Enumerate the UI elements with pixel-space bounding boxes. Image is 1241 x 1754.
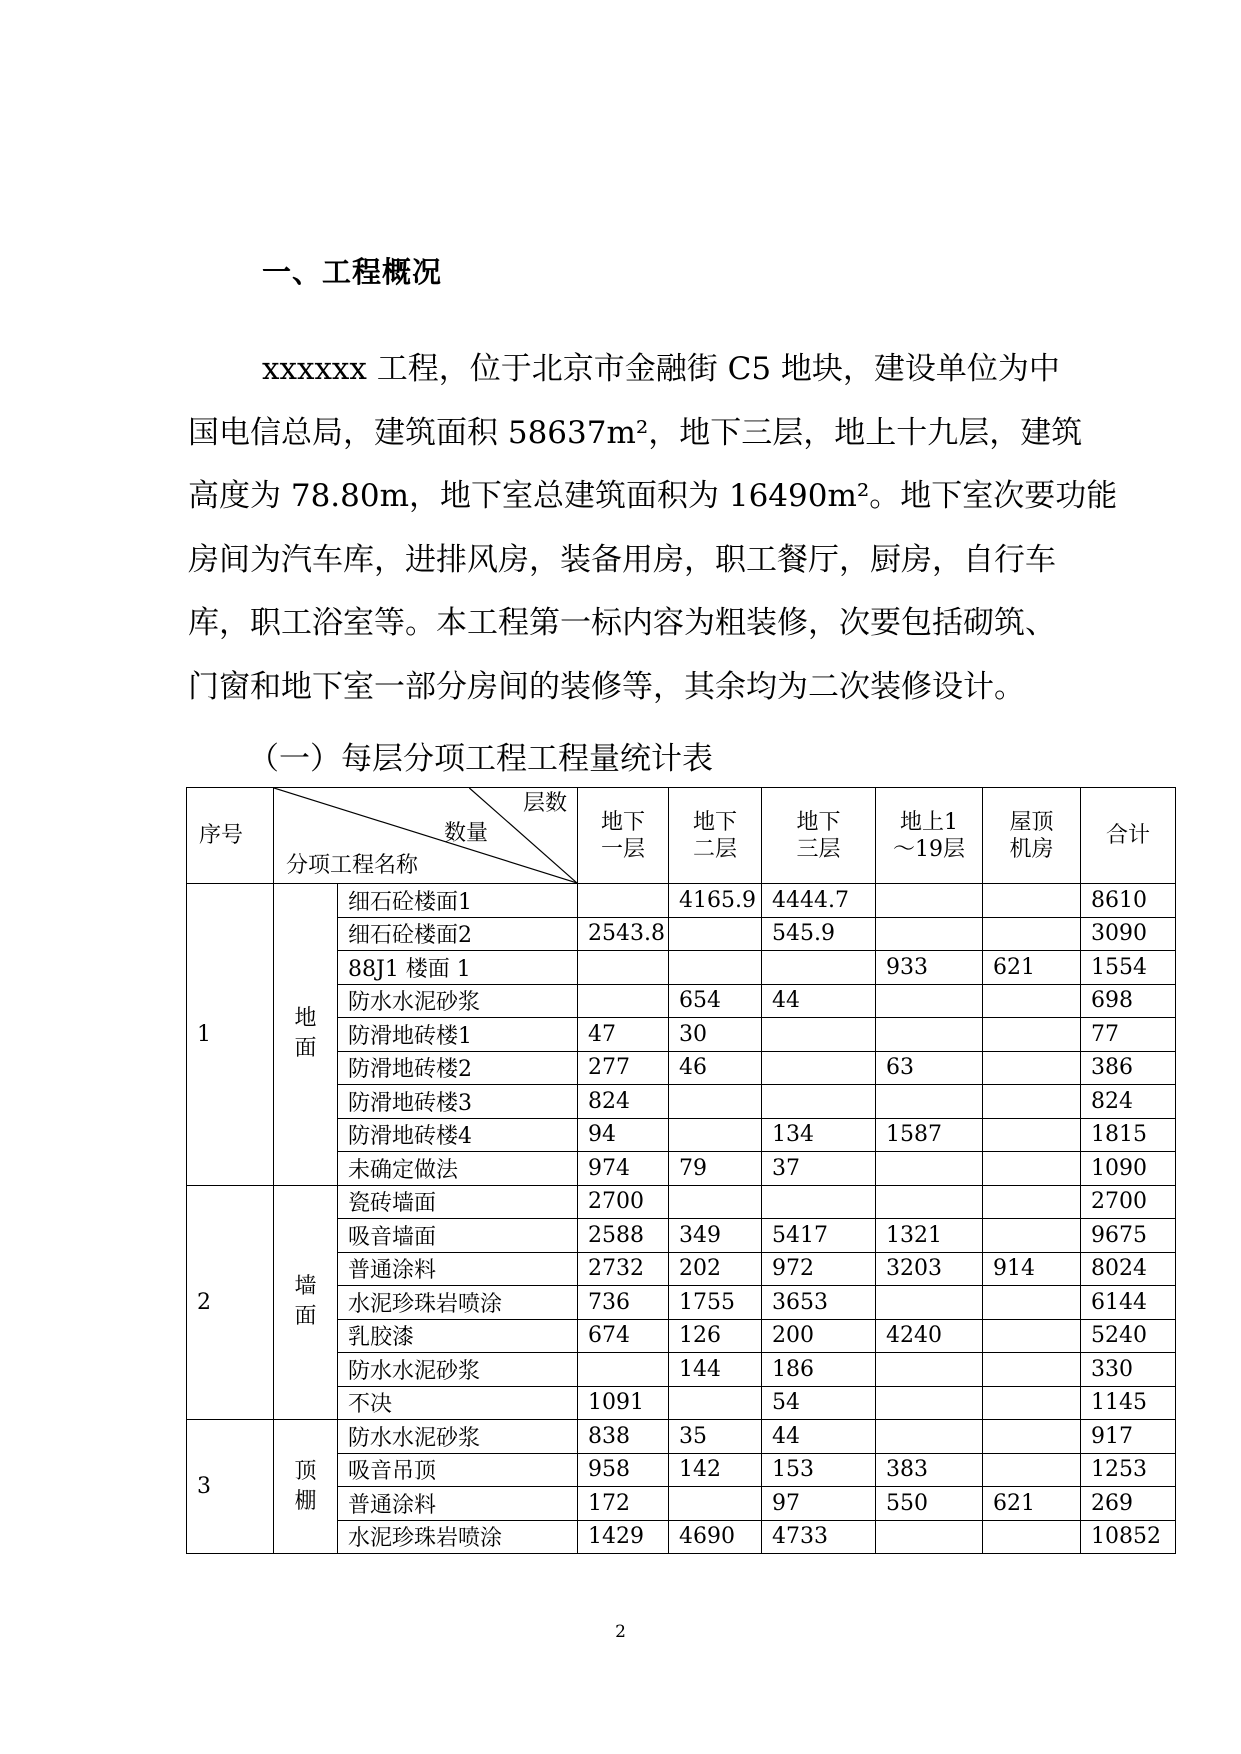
item-name: 防滑地砖楼2 <box>338 1051 578 1085</box>
cell-total: 386 <box>1081 1051 1176 1085</box>
cell-b1 <box>578 1353 669 1387</box>
group-seq: 1 <box>187 884 274 1186</box>
cell-b3: 200 <box>762 1319 876 1353</box>
cell-roof <box>983 1219 1081 1253</box>
cell-b3: 972 <box>762 1252 876 1286</box>
cell-roof <box>983 984 1081 1018</box>
cell-above: 3203 <box>876 1252 983 1286</box>
cell-above <box>876 1152 983 1186</box>
cell-b3: 37 <box>762 1152 876 1186</box>
item-name: 未确定做法 <box>338 1152 578 1186</box>
group-category <box>274 884 338 1186</box>
cell-b2 <box>669 1118 762 1152</box>
paragraph-line: 库，职工浴室等。本工程第一标内容为粗装修，次要包括砌筑、 <box>188 605 1056 641</box>
table-row <box>187 1420 1176 1454</box>
cell-above <box>876 1420 983 1454</box>
item-name: 瓷砖墙面 <box>338 1185 578 1219</box>
cell-b2 <box>669 1386 762 1420</box>
page-number: 2 <box>615 1622 626 1642</box>
cell-roof <box>983 1353 1081 1387</box>
cell-b3 <box>762 1085 876 1119</box>
header-seq: 序号 <box>187 788 274 884</box>
cell-b1: 172 <box>578 1487 669 1521</box>
group-category <box>274 1185 338 1420</box>
paragraph-line: 高度为 78.80m，地下室总建筑面积为 16490m²。地下室次要功能 <box>188 478 1118 514</box>
item-name: 水泥珍珠岩喷涂 <box>338 1520 578 1554</box>
cell-b1: 277 <box>578 1051 669 1085</box>
cell-b1 <box>578 884 669 918</box>
header-above-label: 地上1～19层 <box>893 809 965 862</box>
cell-b2: 142 <box>669 1453 762 1487</box>
cell-b3: 4733 <box>762 1520 876 1554</box>
cell-b1 <box>578 951 669 985</box>
cell-b1: 1429 <box>578 1520 669 1554</box>
group-category <box>274 1420 338 1554</box>
header-total: 合计 <box>1081 788 1176 884</box>
cell-b3 <box>762 1018 876 1052</box>
header-roof <box>983 788 1081 884</box>
header-b2 <box>669 788 762 884</box>
header-b2-label: 地下二层 <box>692 809 737 862</box>
item-name: 防滑地砖楼3 <box>338 1085 578 1119</box>
cell-total: 9675 <box>1081 1219 1176 1253</box>
cell-b3: 97 <box>762 1487 876 1521</box>
item-name: 水泥珍珠岩喷涂 <box>338 1286 578 1320</box>
item-name: 防滑地砖楼1 <box>338 1018 578 1052</box>
header-roof-label: 屋顶机房 <box>1009 809 1054 862</box>
cell-b1: 958 <box>578 1453 669 1487</box>
cell-b1: 2588 <box>578 1219 669 1253</box>
cell-b1: 1091 <box>578 1386 669 1420</box>
header-diag-qty: 数量 <box>444 821 489 846</box>
item-name: 防水水泥砂浆 <box>338 984 578 1018</box>
header-b3 <box>762 788 876 884</box>
cell-above <box>876 1085 983 1119</box>
item-name: 普通涂料 <box>338 1487 578 1521</box>
cell-b1: 736 <box>578 1286 669 1320</box>
cell-b3: 545.9 <box>762 917 876 951</box>
cell-roof: 621 <box>983 951 1081 985</box>
item-name: 普通涂料 <box>338 1252 578 1286</box>
cell-b2: 4690 <box>669 1520 762 1554</box>
item-name: 细石砼楼面2 <box>338 917 578 951</box>
cell-b3 <box>762 951 876 985</box>
cell-total: 3090 <box>1081 917 1176 951</box>
cell-b2 <box>669 1085 762 1119</box>
cell-roof <box>983 1118 1081 1152</box>
cell-b2: 35 <box>669 1420 762 1454</box>
cell-roof <box>983 1152 1081 1186</box>
cell-total: 330 <box>1081 1353 1176 1387</box>
cell-b2: 349 <box>669 1219 762 1253</box>
item-name: 防滑地砖楼4 <box>338 1118 578 1152</box>
paragraph-line: 门窗和地下室一部分房间的装修等，其余均为二次装修设计。 <box>188 668 1025 705</box>
cell-b1: 2700 <box>578 1185 669 1219</box>
paragraph-line: xxxxxx 工程，位于北京市金融街 C5 地块，建设单位为中 <box>262 351 1060 387</box>
cell-b3: 3653 <box>762 1286 876 1320</box>
cell-b2 <box>669 951 762 985</box>
cell-roof <box>983 1185 1081 1219</box>
cell-b1: 2543.8 <box>578 917 669 951</box>
cell-above <box>876 884 983 918</box>
cell-b2 <box>669 1487 762 1521</box>
cell-b3: 5417 <box>762 1219 876 1253</box>
group-seq: 3 <box>187 1420 274 1554</box>
cell-total: 2700 <box>1081 1185 1176 1219</box>
header-diagonal-cell <box>274 788 578 884</box>
item-name: 吸音吊顶 <box>338 1453 578 1487</box>
cell-roof <box>983 1386 1081 1420</box>
cell-b2 <box>669 1185 762 1219</box>
cell-above: 550 <box>876 1487 983 1521</box>
cell-above <box>876 1185 983 1219</box>
cell-b1 <box>578 984 669 1018</box>
cell-roof <box>983 1520 1081 1554</box>
header-b3-label: 地下三层 <box>796 809 841 862</box>
cell-b2: 46 <box>669 1051 762 1085</box>
cell-b2: 202 <box>669 1252 762 1286</box>
cell-total: 10852 <box>1081 1520 1176 1554</box>
cell-b3: 186 <box>762 1353 876 1387</box>
header-above <box>876 788 983 884</box>
cell-b1: 94 <box>578 1118 669 1152</box>
table-row <box>187 1185 1176 1219</box>
cell-total: 5240 <box>1081 1319 1176 1353</box>
cell-total: 77 <box>1081 1018 1176 1052</box>
cell-above <box>876 984 983 1018</box>
cell-b3: 153 <box>762 1453 876 1487</box>
cell-b2 <box>669 917 762 951</box>
cell-above: 63 <box>876 1051 983 1085</box>
cell-b3: 54 <box>762 1386 876 1420</box>
cell-roof: 621 <box>983 1487 1081 1521</box>
section-heading: 一、工程概况 <box>262 255 443 289</box>
cell-b1: 974 <box>578 1152 669 1186</box>
cell-b3 <box>762 1185 876 1219</box>
cell-roof <box>983 1018 1081 1052</box>
cell-total: 1145 <box>1081 1386 1176 1420</box>
group-category-label: 墙面 <box>294 1274 317 1330</box>
cell-b2: 4165.9 <box>669 884 762 918</box>
table-row <box>187 884 1176 918</box>
cell-b3: 44 <box>762 984 876 1018</box>
cell-b1: 674 <box>578 1319 669 1353</box>
item-name: 吸音墙面 <box>338 1219 578 1253</box>
cell-roof <box>983 1051 1081 1085</box>
header-b1 <box>578 788 669 884</box>
group-category-label: 地面 <box>294 1006 317 1062</box>
cell-roof <box>983 1085 1081 1119</box>
cell-total: 1253 <box>1081 1453 1176 1487</box>
cell-above <box>876 1353 983 1387</box>
item-name: 不决 <box>338 1386 578 1420</box>
cell-total: 824 <box>1081 1085 1176 1119</box>
cell-b3: 44 <box>762 1420 876 1454</box>
cell-above: 1321 <box>876 1219 983 1253</box>
cell-above <box>876 1018 983 1052</box>
item-name: 防水水泥砂浆 <box>338 1353 578 1387</box>
cell-roof <box>983 1319 1081 1353</box>
cell-total: 1090 <box>1081 1152 1176 1186</box>
cell-total: 698 <box>1081 984 1176 1018</box>
group-seq: 2 <box>187 1185 274 1420</box>
cell-b2: 144 <box>669 1353 762 1387</box>
cell-above: 933 <box>876 951 983 985</box>
cell-above: 1587 <box>876 1118 983 1152</box>
header-b1-label: 地下一层 <box>600 809 645 862</box>
item-name: 细石砼楼面1 <box>338 884 578 918</box>
cell-total: 8610 <box>1081 884 1176 918</box>
cell-b3: 4444.7 <box>762 884 876 918</box>
cell-above: 4240 <box>876 1319 983 1353</box>
cell-b2: 126 <box>669 1319 762 1353</box>
cell-b3 <box>762 1051 876 1085</box>
cell-b1: 838 <box>578 1420 669 1454</box>
cell-b2: 654 <box>669 984 762 1018</box>
cell-above: 383 <box>876 1453 983 1487</box>
quantity-table <box>186 787 1176 1554</box>
cell-total: 6144 <box>1081 1286 1176 1320</box>
cell-above <box>876 1520 983 1554</box>
overview-paragraph <box>188 338 1118 719</box>
cell-total: 269 <box>1081 1487 1176 1521</box>
cell-b2: 1755 <box>669 1286 762 1320</box>
cell-roof <box>983 1286 1081 1320</box>
cell-roof <box>983 1453 1081 1487</box>
cell-above <box>876 1386 983 1420</box>
group-category-label: 顶棚 <box>294 1458 317 1514</box>
cell-b1: 824 <box>578 1085 669 1119</box>
cell-roof <box>983 1420 1081 1454</box>
cell-roof <box>983 884 1081 918</box>
item-name: 防水水泥砂浆 <box>338 1420 578 1454</box>
header-diag-name: 分项工程名称 <box>286 853 419 878</box>
cell-b1: 47 <box>578 1018 669 1052</box>
cell-total: 8024 <box>1081 1252 1176 1286</box>
cell-b1: 2732 <box>578 1252 669 1286</box>
cell-b3: 134 <box>762 1118 876 1152</box>
cell-roof: 914 <box>983 1252 1081 1286</box>
cell-total: 1815 <box>1081 1118 1176 1152</box>
item-name: 乳胶漆 <box>338 1319 578 1353</box>
item-name: 88J1 楼面 1 <box>338 951 578 985</box>
paragraph-line: 国电信总局，建筑面积 58637m²，地下三层，地上十九层，建筑 <box>188 414 1083 451</box>
paragraph-line: 房间为汽车库，进排风房，装备用房，职工餐厅，厨房，自行车 <box>188 541 1056 578</box>
cell-roof <box>983 917 1081 951</box>
table-header-row <box>187 788 1176 884</box>
cell-total: 917 <box>1081 1420 1176 1454</box>
cell-above <box>876 1286 983 1320</box>
table-title: （一）每层分项工程工程量统计表 <box>248 741 713 777</box>
cell-b2: 30 <box>669 1018 762 1052</box>
cell-b2: 79 <box>669 1152 762 1186</box>
cell-total: 1554 <box>1081 951 1176 985</box>
header-diag-layers: 层数 <box>522 791 567 816</box>
cell-above <box>876 917 983 951</box>
